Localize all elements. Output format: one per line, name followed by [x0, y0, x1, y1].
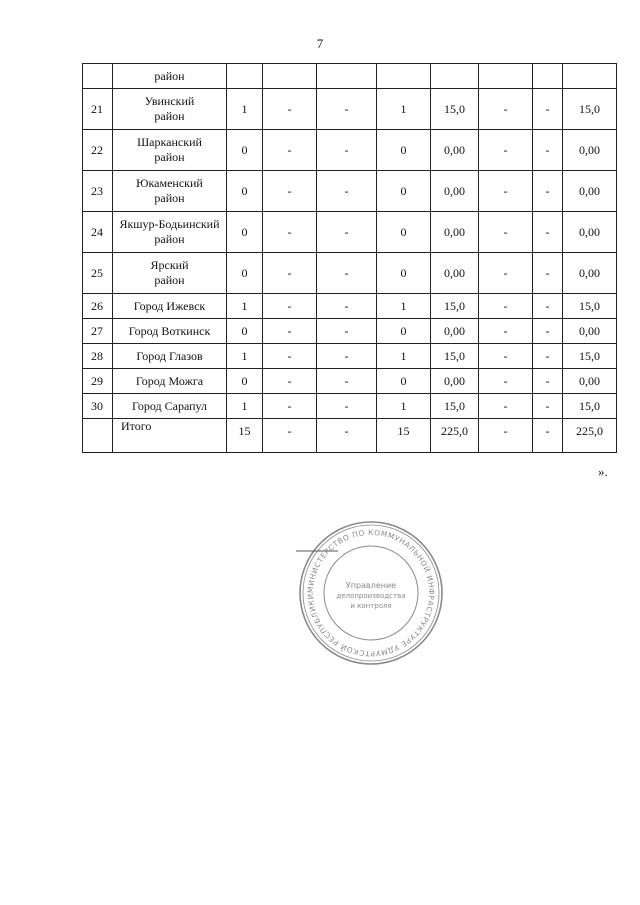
value-cell-c2: - [263, 369, 317, 394]
value-cell-c4: 0 [377, 319, 431, 344]
total-value-cell-c4: 15 [377, 419, 431, 453]
data-table [82, 63, 617, 453]
value-cell-c1: 0 [227, 212, 263, 253]
total-value-cell-c6: - [479, 419, 533, 453]
value-cell-c3: - [317, 89, 377, 130]
value-cell-c3: - [317, 171, 377, 212]
district-name-cell [113, 171, 227, 212]
row-number-cell [83, 419, 113, 453]
row-number-cell [83, 64, 113, 89]
value-cell-c6: - [479, 171, 533, 212]
district-name-line: Город Воткинск [128, 323, 211, 338]
value-cell-c4: 0 [377, 171, 431, 212]
value-cell-c2: - [263, 253, 317, 294]
table-row [83, 130, 617, 171]
official-seal [296, 518, 446, 668]
table-row [83, 294, 617, 319]
row-number-cell: 28 [83, 344, 113, 369]
value-cell-c8: 0,00 [563, 253, 617, 294]
total-value-cell-c3: - [317, 419, 377, 453]
value-cell-c8: 15,0 [563, 294, 617, 319]
row-number-cell: 21 [83, 89, 113, 130]
total-value-cell-c5: 225,0 [431, 419, 479, 453]
table-row [83, 344, 617, 369]
value-cell-c7: - [533, 171, 563, 212]
value-cell-c8: 0,00 [563, 212, 617, 253]
value-cell-c5: 0,00 [431, 212, 479, 253]
value-cell-c7: - [533, 294, 563, 319]
value-cell-c2: - [263, 394, 317, 419]
district-name-cell [113, 130, 227, 171]
value-cell-c4: 1 [377, 89, 431, 130]
district-name-line: район [154, 109, 185, 123]
value-cell-c7: - [533, 212, 563, 253]
seal-inner-text-1: Управление [345, 581, 397, 590]
district-name-line: Ярский [150, 258, 189, 272]
value-cell-c6: - [479, 344, 533, 369]
district-name-cell [113, 344, 227, 369]
value-cell-c4: 0 [377, 369, 431, 394]
row-number-cell: 29 [83, 369, 113, 394]
district-name-line: Город Сарапул [131, 398, 208, 413]
district-name-line: район [154, 232, 185, 246]
district-name-cell [113, 394, 227, 419]
value-cell-c1: 0 [227, 130, 263, 171]
value-cell-c1: 1 [227, 344, 263, 369]
value-cell-c3: - [317, 130, 377, 171]
district-name-line: Город Ижевск [133, 298, 206, 313]
value-cell-c8: 0,00 [563, 319, 617, 344]
value-cell-c6: - [479, 212, 533, 253]
table-row [83, 369, 617, 394]
table-row [83, 319, 617, 344]
district-name-cell [113, 89, 227, 130]
district-name-line: Город Глазов [136, 348, 203, 363]
district-name-line: район [154, 150, 185, 164]
value-cell-c2: - [263, 89, 317, 130]
value-cell-c6: - [479, 294, 533, 319]
seal-inner-text-3: и контроля [350, 602, 392, 610]
value-cell-c6: - [479, 253, 533, 294]
value-cell-c5: 15,0 [431, 344, 479, 369]
value-cell-c4: 0 [377, 253, 431, 294]
value-cell-c5: 0,00 [431, 253, 479, 294]
total-value-cell-c7: - [533, 419, 563, 453]
row-number-cell: 23 [83, 171, 113, 212]
value-cell-c3: - [317, 319, 377, 344]
seal-ring-text: МИНИСТЕРСТВО ПО КОММУНАЛЬНОЙ ИНФРАСТРУКТУРЕ УДМУРТСКОЙ РЕСПУБЛИКИ [305, 527, 437, 659]
value-cell-c6: - [479, 319, 533, 344]
table-row [83, 253, 617, 294]
value-cell-c2: - [263, 212, 317, 253]
value-cell-c1: 0 [227, 171, 263, 212]
value-cell-c8: 15,0 [563, 89, 617, 130]
value-cell-c7: - [533, 344, 563, 369]
value-cell-c5: 15,0 [431, 394, 479, 419]
value-cell-c4: 0 [377, 130, 431, 171]
value-cell-c4: 1 [377, 294, 431, 319]
value-cell-c1: 1 [227, 394, 263, 419]
value-cell-c5: 15,0 [431, 294, 479, 319]
value-cell-c4: 0 [377, 212, 431, 253]
value-cell-c6: - [479, 394, 533, 419]
value-cell-c3: - [317, 369, 377, 394]
value-cell-c1: 0 [227, 253, 263, 294]
page-number: 7 [316, 36, 324, 51]
value-cell-c7: - [533, 253, 563, 294]
value-cell-c1: 0 [227, 369, 263, 394]
district-name-line: Якшур-Бодьинский [119, 217, 220, 231]
value-cell-c3: - [317, 394, 377, 419]
value-cell-c1: 1 [227, 89, 263, 130]
district-name-cell [113, 294, 227, 319]
district-name-line: район [154, 273, 185, 287]
district-name-cell [113, 369, 227, 394]
value-cell-c3: - [317, 294, 377, 319]
value-cell-c4: 1 [377, 344, 431, 369]
value-cell-c8: 0,00 [563, 171, 617, 212]
value-cell-c3: - [317, 212, 377, 253]
district-name-line: Увинский [144, 94, 195, 108]
value-cell-c8: 0,00 [563, 369, 617, 394]
district-name-line: район [154, 191, 185, 205]
value-cell-c6: - [479, 369, 533, 394]
row-number-cell: 30 [83, 394, 113, 419]
table-row [83, 394, 617, 419]
table-row-continuation [83, 64, 617, 89]
table-row [83, 171, 617, 212]
row-number-cell: 27 [83, 319, 113, 344]
value-cell-c5: 0,00 [431, 171, 479, 212]
value-cell-c8: 15,0 [563, 344, 617, 369]
value-cell-c2: - [263, 319, 317, 344]
value-cell-c5: 0,00 [431, 319, 479, 344]
value-cell-c3: - [317, 253, 377, 294]
value-cell-c1: 1 [227, 294, 263, 319]
value-cell-c5: 0,00 [431, 130, 479, 171]
value-cell-c4: 1 [377, 394, 431, 419]
row-number-cell: 25 [83, 253, 113, 294]
value-cell-c8: 15,0 [563, 394, 617, 419]
table-body [83, 64, 617, 453]
row-number-cell: 24 [83, 212, 113, 253]
district-name-cell [113, 319, 227, 344]
value-cell-c5: 15,0 [431, 89, 479, 130]
district-name-cell [113, 212, 227, 253]
value-cell-c2: - [263, 171, 317, 212]
total-value-cell-c2: - [263, 419, 317, 453]
district-name-line: Шарканский [137, 135, 202, 149]
value-cell-c2: - [263, 344, 317, 369]
district-name-cell [113, 253, 227, 294]
row-number-cell: 26 [83, 294, 113, 319]
table-row [83, 212, 617, 253]
value-cell-c6: - [479, 130, 533, 171]
value-cell-c1: 0 [227, 319, 263, 344]
value-cell-c7: - [533, 89, 563, 130]
value-cell-c7: - [533, 369, 563, 394]
value-cell-c6: - [479, 89, 533, 130]
value-cell-c7: - [533, 130, 563, 171]
closing-quote-mark: ». [598, 464, 608, 479]
total-label-cell: Итого [113, 419, 227, 453]
seal-inner-text-2: делопроизводства [336, 592, 406, 600]
value-cell-c3: - [317, 344, 377, 369]
value-cell-c2: - [263, 130, 317, 171]
district-name-line: Юкаменский [136, 176, 203, 190]
district-name-line: Город Можга [135, 373, 204, 388]
value-cell-c8: 0,00 [563, 130, 617, 171]
table-row-total [83, 419, 617, 453]
value-cell-c7: - [533, 394, 563, 419]
value-cell-c2: - [263, 294, 317, 319]
total-value-cell-c8: 225,0 [563, 419, 617, 453]
total-value-cell-c1: 15 [227, 419, 263, 453]
value-cell-c7: - [533, 319, 563, 344]
value-cell-c5: 0,00 [431, 369, 479, 394]
row-number-cell: 22 [83, 130, 113, 171]
table-row [83, 89, 617, 130]
district-name-cell: район [113, 64, 227, 89]
